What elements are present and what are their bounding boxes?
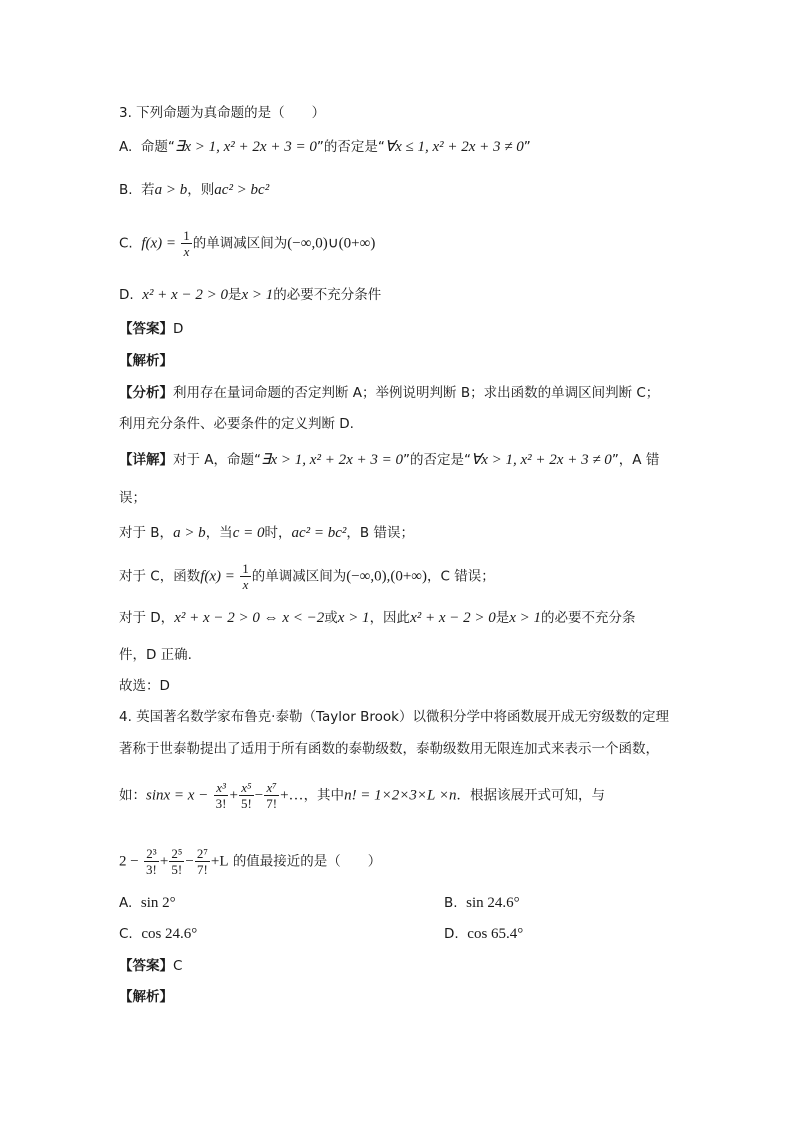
text: 利用存在量词命题的否定判断 A；举例说明判断 B；求出函数的单调区间判断 C； — [173, 385, 660, 401]
q3-analysis-tag: 【解析】 — [119, 353, 173, 369]
formula: +L — [210, 853, 229, 870]
option-label: C. — [119, 926, 133, 942]
denominator: 7! — [266, 796, 278, 811]
denominator: 5! — [240, 796, 252, 811]
q3-detail-b — [119, 524, 414, 542]
numerator: 2³ — [144, 846, 159, 862]
q4-expression: 2 − $\frac{\text{2³}}{3!}$ + $\frac{\text{2⁵}}{5!}$ − $\frac{\text{2⁷}}{7!}$ +L 的值最接近的是（ ） — [119, 846, 382, 877]
formula: (−∞,0)∪(0+∞) — [287, 235, 376, 252]
q3-answer — [119, 320, 183, 338]
formula: +… — [280, 787, 304, 804]
formula: ac² = bc² — [291, 525, 347, 541]
q3-detail-d — [119, 609, 636, 627]
answer-value: C — [173, 958, 183, 974]
denominator: x — [242, 577, 249, 592]
formula: x² + x − 2 > 0 — [142, 287, 228, 303]
text: 对于 B， — [119, 525, 174, 541]
q3-conclusion: 故选：D — [119, 678, 170, 694]
text: ．根据该展开式可知，与 — [456, 787, 605, 804]
formula: sinx = x − — [146, 787, 209, 804]
q4-option-c — [119, 925, 197, 943]
numerator: x⁵ — [239, 780, 254, 796]
option-value: sin 2° — [140, 895, 176, 911]
fraction — [264, 780, 279, 811]
q4-stem-line-1: 4. 英国著名数学家布鲁克·泰勒（Taylor Brook）以微积分学中将函数展开成无穷级数的定理 — [119, 709, 669, 725]
text: ”，A 错 — [611, 452, 660, 468]
formula: n! = 1×2×3×L ×n — [344, 787, 457, 804]
formula: a > b — [154, 182, 188, 198]
formula: f(x) = — [141, 235, 176, 252]
text: 是 — [495, 610, 510, 626]
text: 的必要不充分条件 — [273, 287, 382, 303]
option-label: B. — [119, 182, 133, 198]
q4-analysis-tag: 【解析】 — [119, 989, 173, 1005]
q3-option-c — [119, 228, 375, 259]
q3-stem: 3. 下列命题为真命题的是（ ） — [119, 105, 326, 121]
numerator: 1 — [183, 228, 190, 243]
q4-option-b — [444, 894, 520, 912]
text: 的值最接近的是（ ） — [232, 853, 382, 870]
q3-detail-c — [119, 561, 495, 592]
q3-option-b — [119, 181, 269, 199]
formula: f(x) = — [200, 568, 235, 585]
q4-option-d — [444, 925, 523, 943]
fraction — [239, 780, 254, 811]
denominator: 3! — [146, 862, 157, 877]
numerator: 1 — [242, 561, 249, 576]
option-label: A. — [119, 895, 133, 911]
text: 对于 C，函数 — [119, 568, 201, 585]
q3-option-d — [119, 286, 381, 304]
q3-detail-d-cont: 件，D 正确. — [119, 647, 192, 663]
fraction — [214, 780, 229, 811]
formula: ∃x > 1, x² + 2x + 3 = 0 — [174, 139, 317, 155]
option-label: D. — [444, 926, 459, 942]
fenxi-tag: 【分析】 — [119, 385, 173, 401]
text: 是 — [227, 287, 242, 303]
text: ”的否定是“ — [316, 139, 385, 155]
formula: ∀x ≤ 1, x² + 2x + 3 ≠ 0 — [384, 139, 524, 155]
text: 的单调减区间为 — [251, 568, 347, 585]
fraction — [181, 228, 192, 259]
formula: x² + x − 2 > 0 — [410, 610, 496, 626]
q4-answer — [119, 957, 182, 975]
q3-option-a — [119, 138, 531, 156]
formula: x > 1 — [509, 610, 542, 626]
fraction — [195, 846, 210, 877]
option-value: sin 24.6° — [466, 895, 520, 911]
text: 对于 D， — [119, 610, 175, 626]
option-label: C. — [119, 235, 133, 252]
denominator: 5! — [171, 862, 183, 877]
q4-option-a — [119, 894, 176, 912]
text: ，其中 — [303, 787, 345, 804]
fraction — [240, 561, 251, 592]
text: ，B 错误； — [346, 525, 414, 541]
formula: x > 1 — [337, 610, 370, 626]
answer-tag: 【答案】 — [119, 321, 173, 337]
fraction — [144, 846, 159, 877]
text: 或 — [324, 610, 338, 626]
option-label: A. — [119, 139, 133, 155]
numerator: x⁷ — [264, 780, 279, 796]
text: ，则 — [187, 182, 215, 198]
text: 对于 A，命题“ — [173, 452, 262, 468]
option-label: D. — [119, 287, 134, 303]
answer-tag: 【答案】 — [119, 958, 173, 974]
formula: x² + x − 2 > 0 ⇔ x < −2 — [174, 610, 325, 626]
text: 命题“ — [140, 139, 175, 155]
denominator: 7! — [196, 862, 208, 877]
fraction — [169, 846, 184, 877]
formula: (−∞,0),(0+∞) — [346, 568, 427, 585]
q3-fenxi — [119, 384, 659, 402]
text: ” — [523, 139, 531, 155]
xiangjie-tag: 【详解】 — [119, 452, 173, 468]
text: 如： — [119, 787, 146, 804]
text: 的单调减区间为 — [192, 235, 288, 252]
text: ，因此 — [369, 610, 411, 626]
numerator: 2⁷ — [196, 846, 208, 861]
numerator: 2⁵ — [171, 846, 183, 861]
option-value: cos 65.4° — [467, 926, 524, 942]
option-value: cos 24.6° — [141, 926, 198, 942]
formula: 2 − — [119, 853, 139, 870]
text: ，当 — [205, 525, 233, 541]
text: 的必要不充分条 — [541, 610, 636, 626]
formula: ac² > bc² — [214, 182, 270, 198]
formula: a > b — [173, 525, 206, 541]
formula: ∃x > 1, x² + 2x + 3 = 0 — [261, 452, 403, 468]
formula: ∀x > 1, x² + 2x + 3 ≠ 0 — [470, 452, 612, 468]
q3-detail-a — [119, 451, 659, 469]
q3-fenxi-cont: 利用充分条件、必要条件的定义判断 D. — [119, 416, 354, 432]
text: 若 — [141, 182, 155, 198]
q4-stem-line-2: 著称于世泰勒提出了适用于所有函数的泰勒级数，泰勒级数用无限连加式来表示一个函数， — [119, 741, 659, 757]
q4-example: 如：sinx = x − $\frac{\text{x³}}{3!}$ + $\frac{\text{x⁵}}{5!}$ − $\frac{\text{x⁷}}{7!}$ +…，其中n! = 1×2×3×L ×n．根据该展开式可知，与 — [119, 780, 605, 811]
denominator: 3! — [215, 796, 227, 811]
numerator: x³ — [214, 780, 229, 796]
option-label: B. — [444, 895, 458, 911]
formula: c = 0 — [232, 525, 265, 541]
answer-value: D — [173, 321, 184, 337]
text: 时， — [264, 525, 292, 541]
text: ，C 错误； — [427, 568, 495, 585]
q3-detail-a-cont: 误； — [119, 490, 146, 506]
denominator: x — [183, 244, 190, 259]
text: ”的否定是“ — [402, 452, 471, 468]
formula: x > 1 — [241, 287, 274, 303]
